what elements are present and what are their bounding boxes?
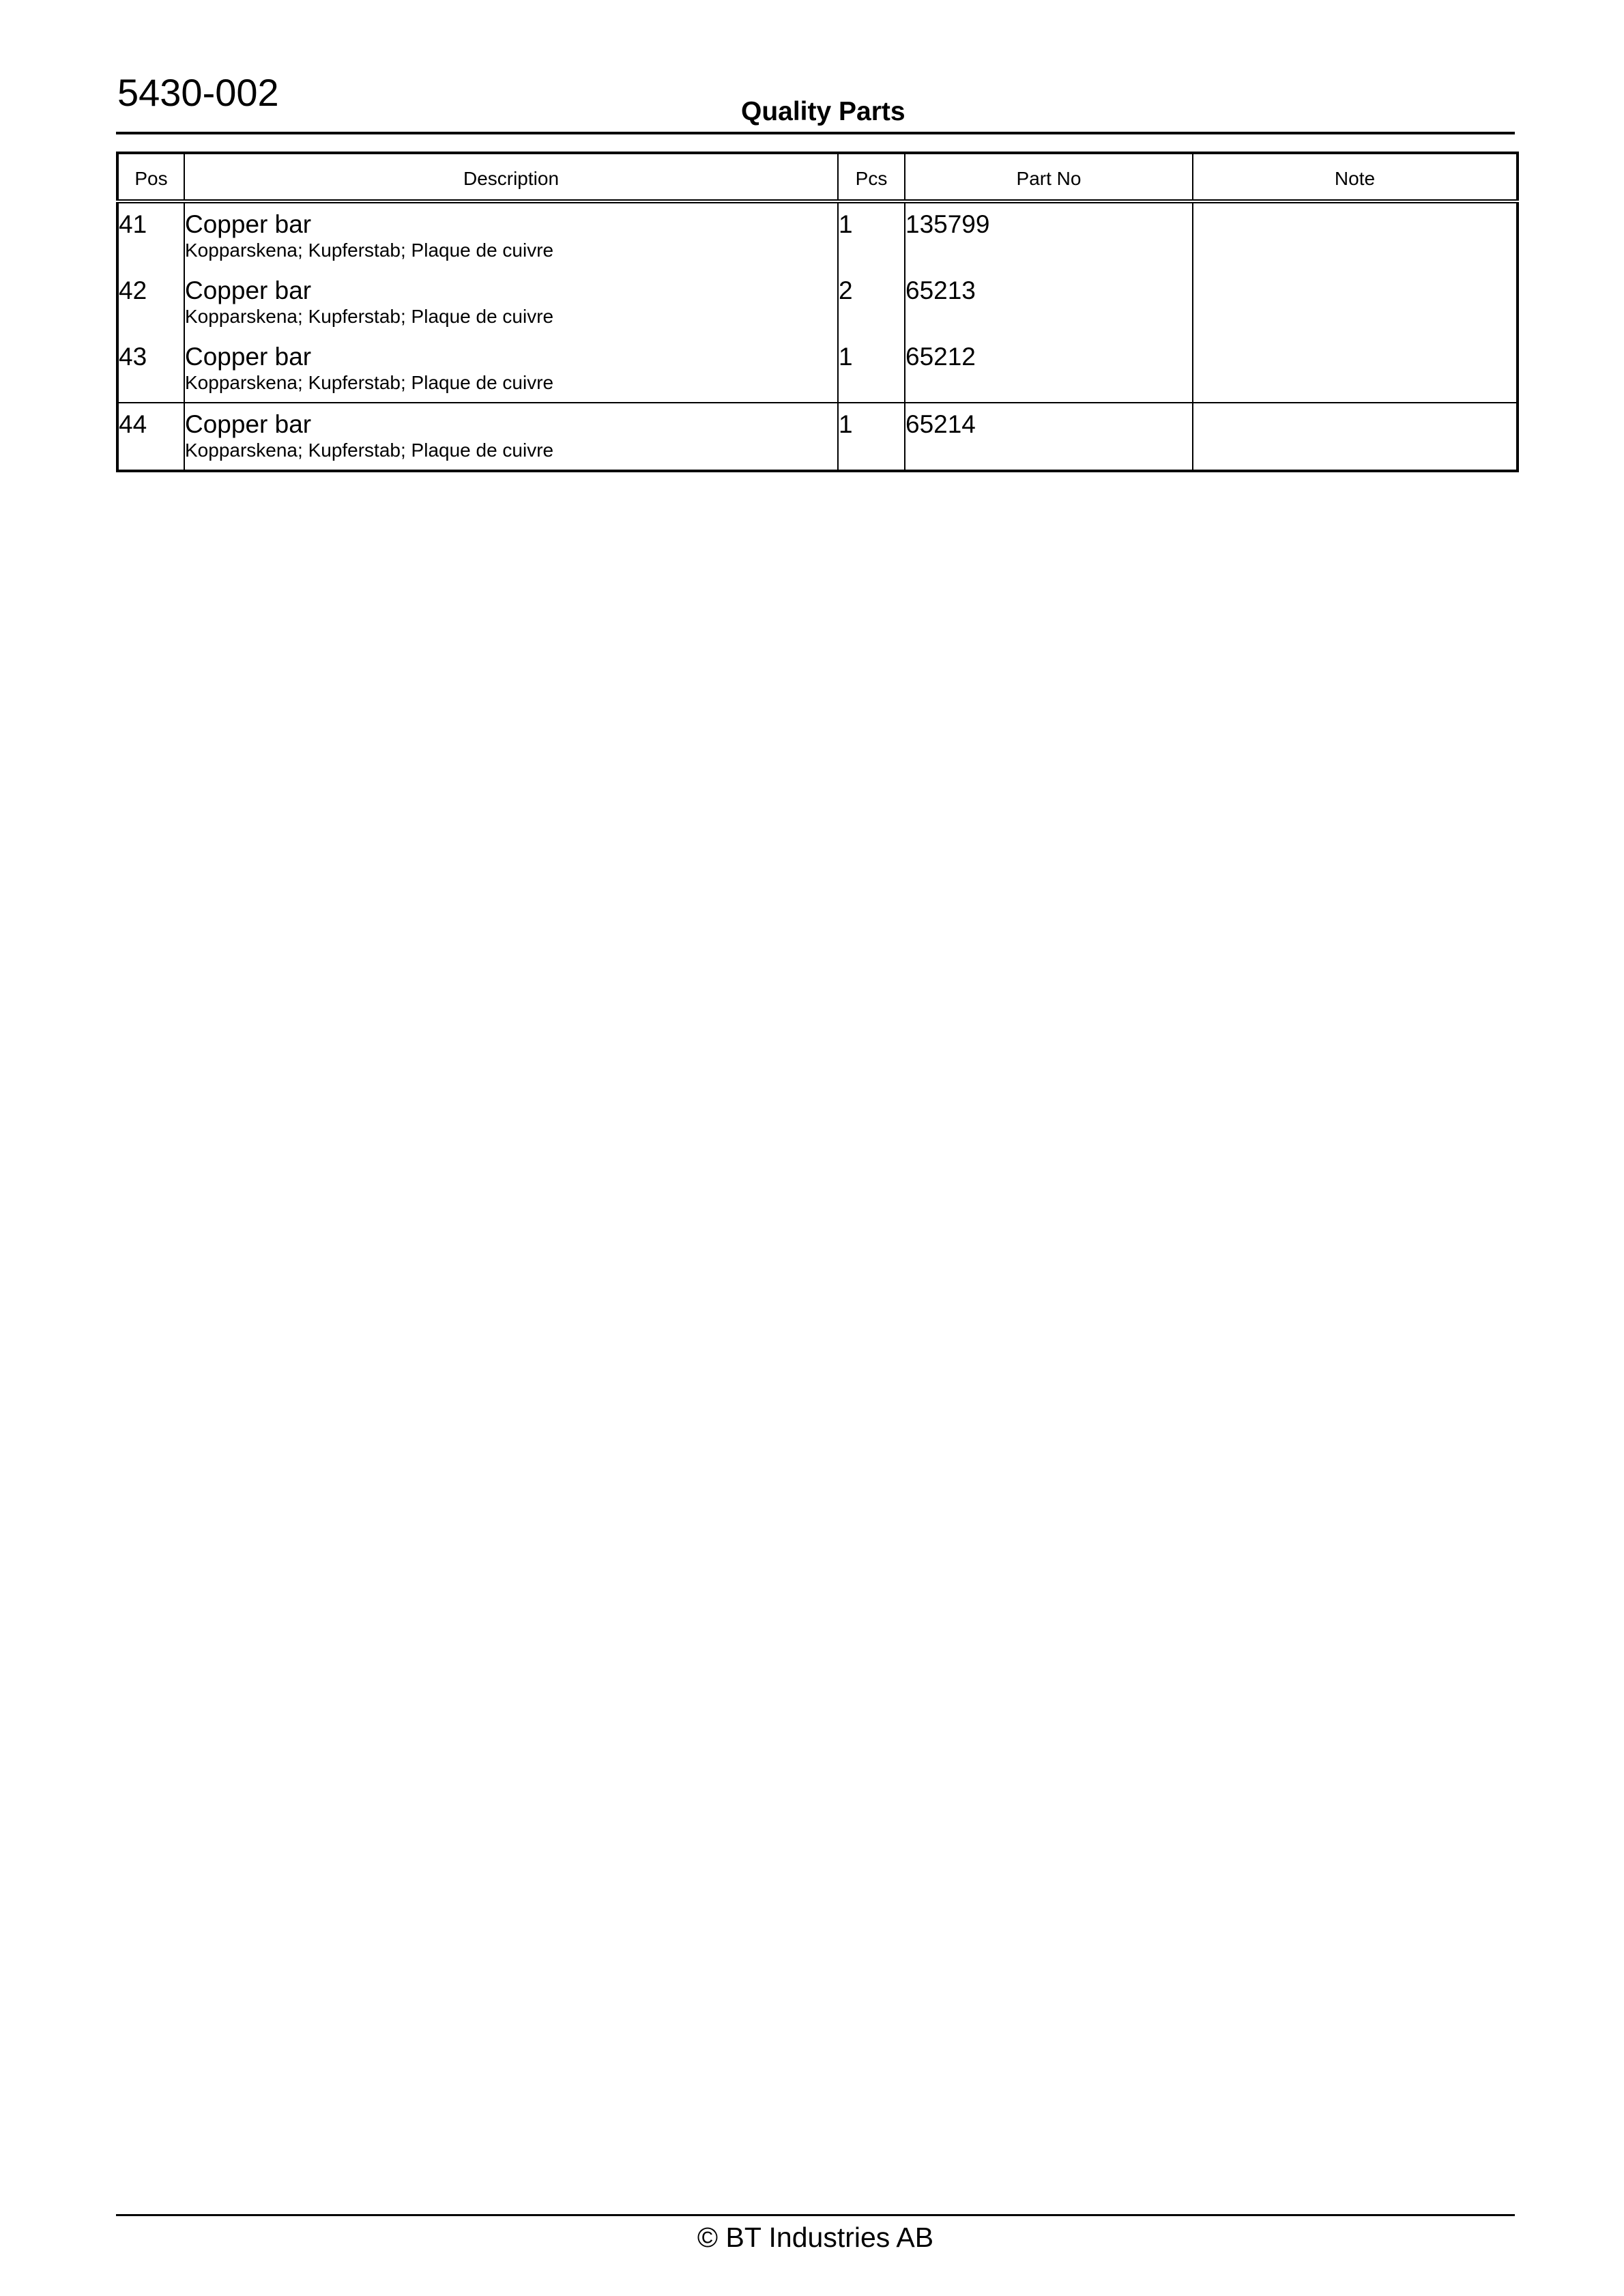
row-note <box>1193 203 1516 212</box>
row-pcs: 1 <box>839 410 853 438</box>
column-header-part-no: Part No <box>905 153 1193 201</box>
row-note <box>1193 270 1516 278</box>
row-pos: 41 <box>119 210 147 238</box>
row-part-no: 65212 <box>905 343 976 371</box>
row-description: Copper bar <box>185 210 312 238</box>
table-header-row <box>117 153 1518 201</box>
row-translations: Kopparskena; Kupferstab; Plaque de cuivre <box>185 306 554 327</box>
row-pos: 44 <box>119 410 147 438</box>
row-part-no: 65214 <box>905 410 976 438</box>
row-part-no: 135799 <box>905 210 990 238</box>
row-pcs: 1 <box>839 343 853 371</box>
column-header-note: Note <box>1193 153 1518 201</box>
row-translations: Kopparskena; Kupferstab; Plaque de cuivre <box>185 440 554 461</box>
table-row <box>117 403 1518 471</box>
footer-divider <box>116 2214 1515 2216</box>
row-translations: Kopparskena; Kupferstab; Plaque de cuivre <box>185 372 554 393</box>
column-header-description: Description <box>184 153 838 201</box>
row-translations: Kopparskena; Kupferstab; Plaque de cuivre <box>185 240 554 261</box>
header-divider <box>116 132 1515 134</box>
row-description: Copper bar <box>185 276 312 304</box>
parts-table <box>116 152 1519 472</box>
row-pcs: 1 <box>839 210 853 238</box>
row-part-no: 65213 <box>905 276 976 304</box>
page-title: Quality Parts <box>741 97 905 126</box>
row-pcs: 2 <box>839 276 853 304</box>
table-row <box>117 270 1518 336</box>
row-pos: 43 <box>119 343 147 371</box>
column-header-pos: Pos <box>117 153 184 201</box>
copyright-footer: © BT Industries AB <box>697 2222 934 2253</box>
row-note <box>1193 403 1516 412</box>
table-row <box>117 336 1518 403</box>
column-header-pcs: Pcs <box>838 153 905 201</box>
row-note <box>1193 336 1516 344</box>
row-pos: 42 <box>119 276 147 304</box>
table-row <box>117 201 1518 270</box>
row-description: Copper bar <box>185 410 312 438</box>
document-number: 5430-002 <box>117 71 279 114</box>
row-description: Copper bar <box>185 343 312 371</box>
